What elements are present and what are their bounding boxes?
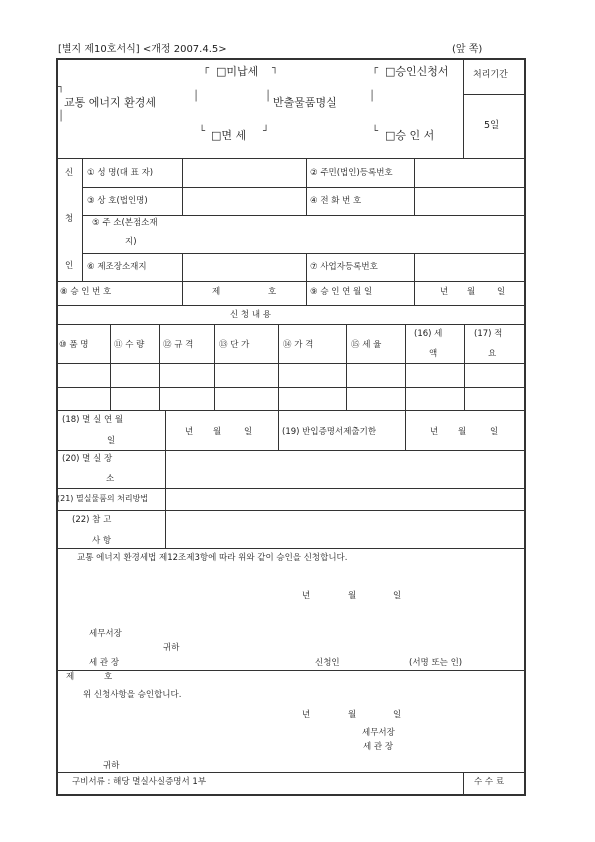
label-loss-date: (18) 멸 실 연 월 — [62, 415, 124, 425]
col-item-name: ⑩ 품 명 — [59, 340, 89, 350]
col-spec: ⑫ 규 격 — [163, 340, 194, 350]
col-tax-rate: ⑮ 세 율 — [351, 340, 382, 350]
signer-customs: 세 관 장 — [363, 742, 394, 752]
label-approval-no: ⑧ 승 인 번 호 — [60, 287, 112, 297]
carry-out-item-title: 반출물품명실 — [273, 96, 337, 109]
required-documents: 구비서류 : 해당 멸실사실증명서 1부 — [72, 777, 207, 787]
form-number: [별지 제10호서식] <개정 2007.4.5> — [58, 44, 227, 55]
label-loss-place: (20) 멸 실 장 — [62, 454, 113, 464]
label-company: ③ 상 호(법인명) — [87, 196, 148, 206]
addressee-customs: 세 관 장 — [89, 658, 120, 668]
col-tax-amount: (16) 세 — [414, 329, 443, 339]
label-business-no: ⑦ 사업자등록번호 — [310, 262, 378, 272]
tax-name: 교통 에너지 환경세 — [64, 96, 157, 109]
frame-right — [524, 58, 526, 796]
label-cert-deadline: (19) 반입증명서제출기한 — [282, 427, 377, 437]
label-address: ⑤ 주 소(본점소재 — [92, 218, 158, 228]
fee-label: 수 수 료 — [474, 777, 505, 787]
label-name: ① 성 명(대 표 자) — [87, 168, 154, 178]
applicant-sign-label: 신청인 — [315, 658, 340, 668]
approval-statement: 위 신청사항을 승인합니다. — [83, 690, 182, 700]
processing-divider-h — [463, 94, 524, 95]
option-approval-application: □승인신청서 — [385, 65, 449, 78]
frame-bottom — [56, 794, 526, 796]
processing-divider — [463, 59, 464, 158]
col-quantity: ⑪ 수 량 — [114, 340, 145, 350]
frame-top — [56, 58, 526, 60]
page-side: (앞 쪽) — [452, 44, 483, 55]
col-unit-price: ⑬ 단 가 — [219, 340, 250, 350]
col-remarks: (17) 적 — [474, 329, 503, 339]
label-phone: ④ 전 화 번 호 — [310, 196, 362, 206]
option-exempt: □면 세 — [211, 129, 247, 142]
label-treatment: (21) 멸실물품의 처리방법 — [57, 494, 149, 503]
signer-tax-office: 세무서장 — [362, 728, 395, 738]
row-line-applicant-top — [56, 158, 524, 159]
processing-period-value: 5일 — [484, 120, 500, 131]
processing-period-label: 처리기간 — [473, 70, 508, 80]
label-resident-no: ② 주민(법인)등록번호 — [310, 168, 393, 178]
signature-hint: (서명 또는 인) — [409, 658, 463, 668]
option-approval: □승 인 서 — [385, 129, 435, 142]
label-note: (22) 참 고 — [72, 515, 112, 525]
label-factory-location: ⑥ 제조장소재지 — [87, 262, 147, 272]
option-unpaid: □미납세 — [216, 65, 259, 78]
addressee-tax-office: 세무서장 — [89, 629, 122, 639]
frame-left — [56, 58, 58, 796]
section-title-content: 신 청 내 용 — [230, 310, 271, 320]
application-statement: 교통 에너지 환경세법 제12조제3항에 따라 위와 같이 승인을 신청합니다. — [77, 553, 348, 563]
applicant-side-label: 신 — [65, 168, 74, 178]
label-approval-date: ⑨ 승 인 연 월 일 — [310, 287, 373, 297]
col-price: ⑭ 가 격 — [283, 340, 314, 350]
